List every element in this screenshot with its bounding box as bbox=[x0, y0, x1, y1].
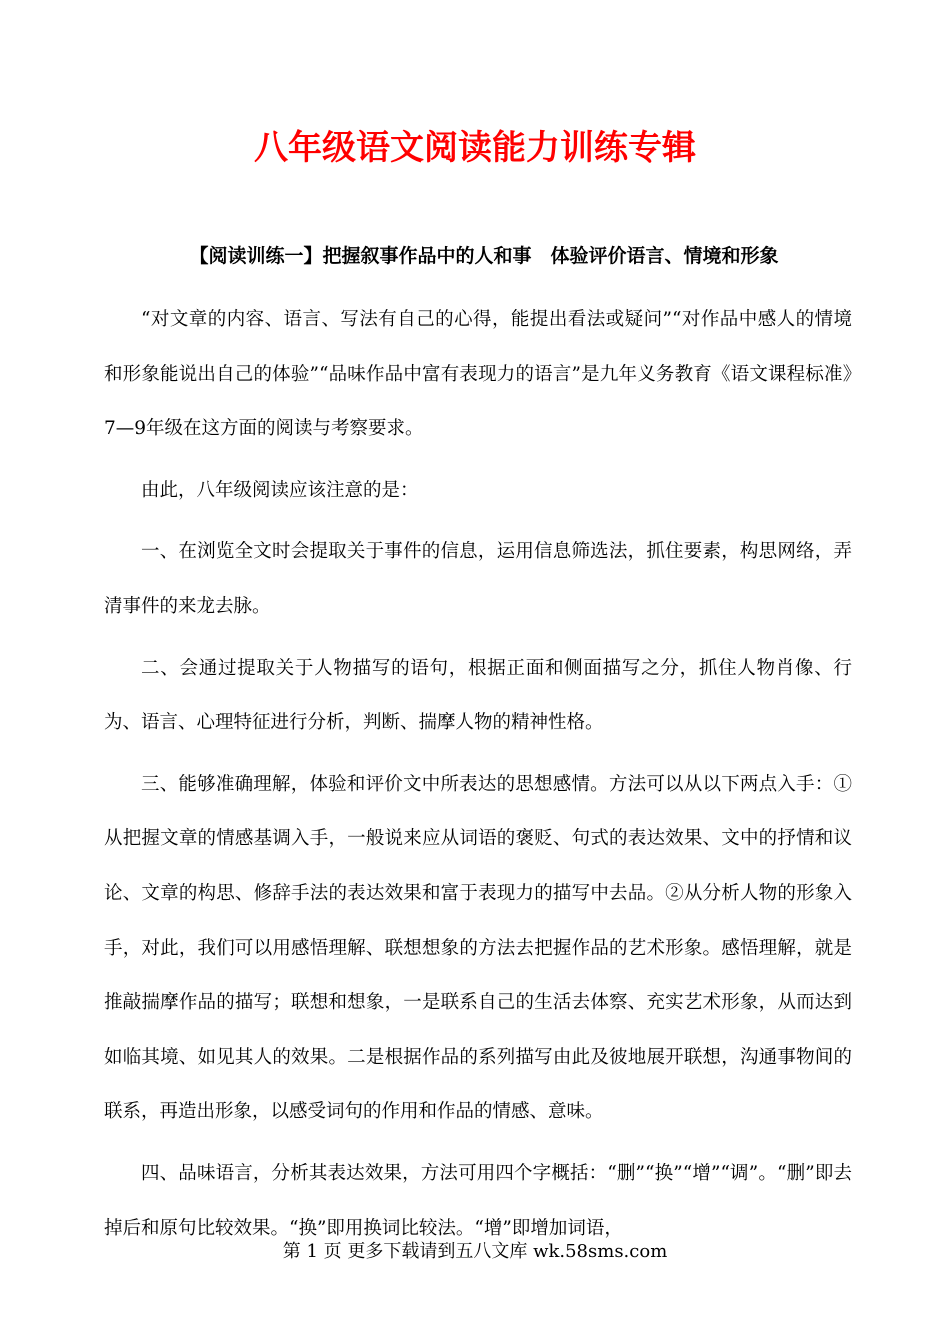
paragraph-point-three: 三、能够准确理解，体验和评价文中所表达的思想感情。方法可以从以下两点入手：①从把握文章的情感基调入手，一般说来应从词语的褒贬、句式的表达效果、文中的抒情和议论、文章的构思、修辞手法的表达效果和富于表现力的描写中去品。②从分析人物的形象入手，对此，我们可以用感悟理解、联想想象的方法去把握作品的艺术形象。感悟理解，就是推敲揣摩作品的描写；联想和想象，一是联系自己的生活去体察、充实艺术形象，从而达到如临其境、如见其人的效果。二是根据作品的系列描写由此及彼地展开联想，沟通事物间的联系，再造出形象，以感受词句的作用和作品的情感、意味。 bbox=[104, 773, 852, 1123]
paragraph-point-four: 四、品味语言，分析其表达效果，方法可用四个字概括：“删”“换”“增”“调”。“删”即去掉后和原句比较效果。“换”即用换词比较法。“增”即增加词语， bbox=[104, 1162, 852, 1239]
document-body bbox=[104, 293, 852, 1263]
paragraph-requirements: “对文章的内容、语言、写法有自己的心得，能提出看法或疑问”“对作品中感人的情境和形象能说出自己的体验”“品味作品中富有表现力的语言”是九年义务教育《语文课程标准》7—9年级在这方面的阅读与考察要求。 bbox=[104, 309, 852, 440]
section-heading: 【阅读训练一】把握叙事作品中的人和事 体验评价语言、情境和形象 bbox=[189, 245, 779, 267]
paragraph-point-one: 一、在浏览全文时会提取关于事件的信息，运用信息筛选法，抓住要素，构思网络，弄清事件的来龙去脉。 bbox=[104, 541, 852, 617]
paragraph-intro: 由此，八年级阅读应该注意的是： bbox=[141, 479, 419, 501]
page-footer: 第 1 页 更多下载请到五八文库 wk.58sms.com bbox=[282, 1241, 668, 1262]
paragraph-point-two: 二、会通过提取关于人物描写的语句，根据正面和侧面描写之分，抓住人物肖像、行为、语言、心理特征进行分析，判断、揣摩人物的精神性格。 bbox=[104, 657, 852, 734]
document-title: 八年级语文阅读能力训练专辑 bbox=[254, 128, 696, 168]
